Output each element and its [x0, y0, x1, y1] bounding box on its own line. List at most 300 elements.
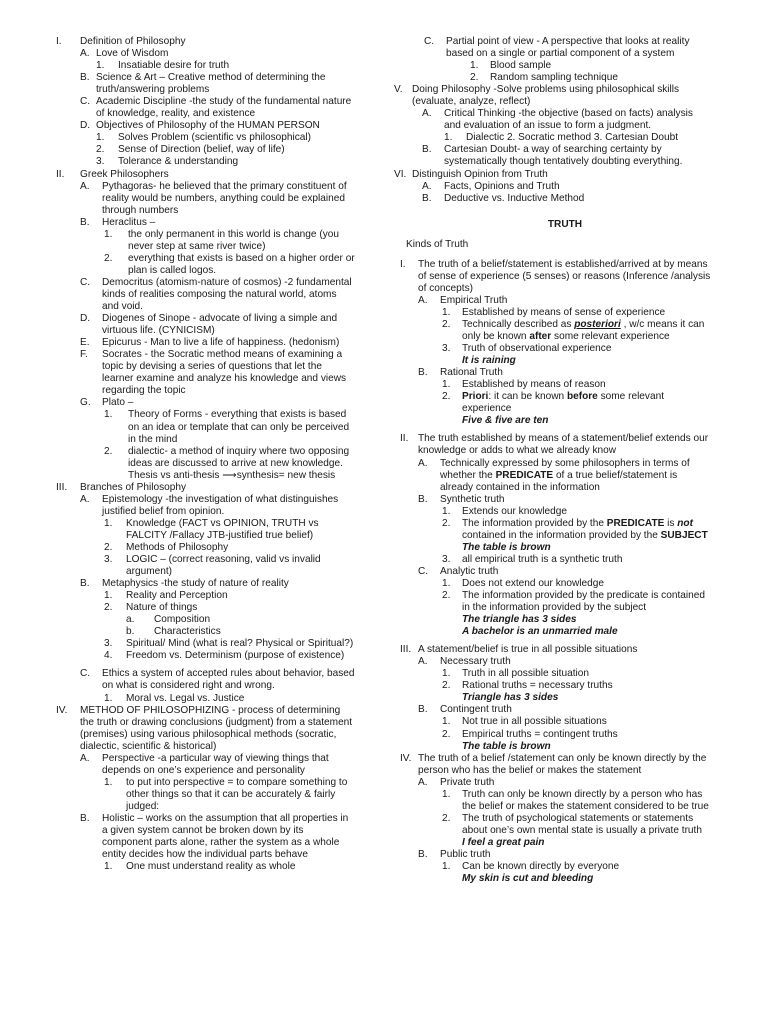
outline-text: Analytic truth [440, 565, 499, 577]
outline-marker: B. [80, 813, 90, 824]
outline-marker: 1. [104, 228, 113, 240]
outline-line [400, 729, 730, 741]
outline-text: Spiritual/ Mind (what is real? Physical or Spiritual?) [126, 638, 354, 650]
outline-text: Triangle has 3 sides [462, 692, 559, 704]
outline-text: Characteristics [154, 626, 221, 638]
outline-line [400, 644, 730, 656]
outline-marker: 2. [470, 72, 479, 84]
outline-line [56, 385, 371, 397]
outline-marker: b. [126, 626, 135, 638]
outline-text: of knowledge, reality, and existence [96, 108, 256, 120]
outline-marker: 3. [442, 343, 451, 355]
outline-line [400, 48, 730, 60]
outline-text: It is raining [462, 355, 516, 367]
outline-text: entity decides how the individual parts behave [102, 849, 308, 861]
outline-line [56, 717, 371, 729]
outline-text: never step at same river twice) [128, 240, 266, 252]
outline-text: Empirical truths = contingent truths [462, 728, 618, 740]
outline-marker: 1. [442, 861, 451, 873]
outline-text: Empirical Truth [440, 294, 508, 306]
outline-text: a given system cannot be broken down by its [102, 825, 304, 837]
outline-text: The information provided by the PREDICATE is not [462, 517, 693, 529]
outline-text: Insatiable desire for truth [118, 60, 230, 72]
outline-line [400, 259, 730, 271]
outline-line [400, 295, 730, 307]
outline-line [400, 602, 730, 614]
outline-marker: 1. [104, 590, 113, 602]
outline-text: Deductive vs. Inductive Method [444, 192, 585, 204]
outline-text: Science & Art – Creative method of determining the [96, 72, 326, 84]
outline-line [56, 813, 371, 825]
outline-marker: 3. [96, 156, 105, 168]
outline-text: regarding the topic [102, 385, 186, 397]
outline-text: the only permanent in this world is change (you [128, 228, 339, 240]
outline-marker: F. [80, 349, 88, 361]
outline-line [400, 716, 730, 728]
outline-line [56, 96, 371, 108]
outline-line [56, 765, 371, 777]
outline-text: reality would be numbers, anything could be explained [102, 192, 345, 204]
outline-line [56, 72, 371, 84]
outline-line [56, 120, 371, 132]
left-column [56, 36, 371, 873]
outline-text: LOGIC – (correct reasoning, valid vs invalid [126, 554, 321, 566]
outline-marker: 2. [96, 144, 105, 156]
example-line [400, 415, 730, 427]
outline-text: about one’s own mental state is usually a private truth [462, 824, 702, 836]
outline-marker: II. [56, 168, 65, 180]
outline-text: Ethics a system of accepted rules about behavior, based [102, 668, 355, 680]
outline-text: truth/answering problems [96, 84, 210, 96]
outline-line [400, 403, 730, 415]
outline-marker: 1. [442, 306, 451, 318]
outline-line [400, 283, 730, 295]
outline-text: Holistic – works on the assumption that all properties in [102, 813, 349, 824]
outline-text: Established by means of reason [462, 379, 606, 391]
outline-text: already contained in the information [440, 481, 600, 493]
outline-line [56, 458, 371, 470]
outline-text: Knowledge (FACT vs OPINION, TRUTH vs [126, 517, 319, 529]
outline-line [56, 650, 371, 662]
example-line [400, 741, 730, 753]
outline-line [400, 343, 730, 355]
outline-line [400, 379, 730, 391]
outline-line [56, 397, 371, 409]
outline-text: Love of Wisdom [96, 48, 169, 60]
outline-line [56, 789, 371, 801]
outline-text: The truth of psychological statements or statements [462, 812, 694, 824]
outline-line [400, 144, 730, 156]
outline-line [56, 518, 371, 530]
outline-text: (evaluate, analyze, reflect) [412, 96, 531, 108]
outline-line [400, 96, 730, 108]
outline-line [56, 422, 371, 434]
outline-line [400, 566, 730, 578]
outline-text: Established by means of sense of experience [462, 306, 666, 318]
outline-text: and evaluation of an issue to form a judgment. [444, 120, 652, 132]
outline-text: in the mind [128, 433, 178, 445]
outline-line [400, 391, 730, 403]
outline-line [400, 849, 730, 861]
outline-line [400, 193, 730, 205]
outline-text: depends on one’s experience and personality [102, 764, 305, 776]
outline-marker: 2. [104, 252, 113, 264]
outline-marker: 2. [442, 318, 451, 330]
outline-marker: 2. [442, 391, 451, 403]
outline-text: Heraclitus – [102, 216, 156, 228]
truth-title: TRUTH [547, 218, 583, 230]
outline-text: only be known after some relevant experience [462, 331, 670, 343]
outline-marker: 1. [442, 716, 451, 728]
outline-text: METHOD OF PHILOSOPHIZING - process of determining [80, 704, 341, 716]
outline-marker: A. [418, 776, 428, 788]
outline-line [56, 253, 371, 265]
outline-text: Metaphysics -the study of nature of reality [102, 578, 289, 590]
outline-marker: IV. [56, 704, 68, 716]
outline-text: Rational truths = necessary truths [462, 680, 613, 692]
outline-marker: 1. [104, 861, 113, 873]
outline-line [56, 84, 371, 96]
outline-text: Necessary truth [440, 656, 511, 668]
example-line [400, 614, 730, 626]
outline-text: Private truth [440, 776, 495, 788]
outline-text: dialectic, scientific & historical) [80, 740, 217, 752]
outline-line [56, 48, 371, 60]
outline-marker: 1. [444, 132, 453, 144]
outline-line [400, 60, 730, 72]
outline-line [56, 482, 371, 494]
outline-text: Priori: it can be known before some relevant [462, 391, 664, 403]
outline-line [56, 361, 371, 373]
outline-text: learner examine and analyze his knowledge and views [102, 373, 347, 385]
outline-line [400, 801, 730, 813]
outline-line [56, 801, 371, 813]
outline-marker: 2. [104, 445, 113, 457]
outline-line [400, 319, 730, 331]
outline-line [56, 144, 371, 156]
outline-text: Branches of Philosophy [80, 481, 187, 493]
outline-marker: 2. [104, 541, 113, 553]
outline-line [56, 638, 371, 650]
outline-text: component parts alone, rather the system as a whole [102, 837, 340, 849]
outline-marker: V. [394, 84, 403, 96]
outline-marker: C. [424, 36, 435, 47]
outline-line [56, 542, 371, 554]
outline-line [56, 169, 371, 181]
outline-text: based on a single or partial component of a system [446, 48, 675, 60]
outline-line [400, 680, 730, 692]
outline-text: Nature of things [126, 602, 198, 614]
outline-line [400, 861, 730, 873]
outline-text: on an idea or template that can only be perceived [128, 421, 350, 433]
outline-line [400, 518, 730, 530]
outline-line [56, 626, 371, 638]
outline-marker: C. [80, 668, 91, 680]
outline-text: Pythagoras- he believed that the primary constituent of [102, 180, 347, 192]
outline-line [400, 108, 730, 120]
outline-text: Random sampling technique [490, 72, 618, 84]
outline-text: of sense of experience (5 senses) or reasons (Inference /analysis [418, 270, 711, 282]
outline-text: plan is called logos. [128, 264, 217, 276]
outline-text: Dialectic 2. Socratic method 3. Cartesian Doubt [466, 132, 679, 144]
truth-outline [400, 259, 730, 885]
outline-line [56, 325, 371, 337]
outline-text: Can be known directly by everyone [462, 861, 620, 873]
outline-text: through numbers [102, 204, 179, 216]
outline-text: Does not extend our knowledge [462, 577, 604, 589]
outline-marker: E. [80, 337, 90, 349]
outline-text: Sense of Direction (belief, way of life) [118, 144, 285, 156]
outline-line [400, 530, 730, 542]
outline-text: FALCITY /Fallacy JTB-justified true belief) [126, 529, 314, 541]
outline-line [400, 554, 730, 566]
outline-text: Partial point of view - A perspective that looks at reality [446, 36, 690, 47]
outline-text: Truth of observational experience [462, 343, 612, 355]
outline-text: systematically though tentatively doubting everything. [444, 156, 683, 168]
outline-text: knowledge or adds to what we already know [418, 445, 617, 457]
outline-marker: II. [400, 433, 409, 445]
outline-text: Extends our knowledge [462, 505, 567, 517]
outline-text: whether the PREDICATE of a true belief/statement is [440, 469, 678, 481]
outline-text: Greek Philosophers [80, 168, 169, 180]
outline-line [56, 36, 371, 48]
outline-text: Truth can only be known directly by a person who has [462, 788, 703, 800]
outline-line [400, 668, 730, 680]
outline-line [400, 825, 730, 837]
outline-text: The information provided by the predicate is contained [462, 590, 705, 602]
outline-line [56, 578, 371, 590]
outline-marker: A. [80, 493, 90, 505]
outline-line [56, 241, 371, 253]
outline-text: Socrates - the Socratic method means of examining a [102, 349, 343, 361]
outline-text: kinds of realities composing the natural world, atoms [102, 288, 337, 300]
outline-marker: 2. [104, 602, 113, 614]
outline-line [56, 289, 371, 301]
outline-text: argument) [126, 566, 173, 578]
outline-line [56, 301, 371, 313]
outline-marker: 1. [442, 379, 451, 391]
outline-text: The truth of a belief /statement can only be known directly by the [418, 752, 707, 764]
outline-text: in the information provided by the subject [462, 602, 647, 614]
outline-text: The table is brown [462, 541, 551, 553]
outline-line [56, 741, 371, 753]
outline-text: Cartesian Doubt- a way of searching certainty by [444, 144, 662, 156]
outline-line [400, 470, 730, 482]
outline-marker: 1. [442, 788, 451, 800]
outline-line [56, 554, 371, 566]
outline-line [400, 578, 730, 590]
outline-marker: 2. [442, 812, 451, 824]
outline-marker: 1. [96, 132, 105, 144]
outline-marker: I. [56, 36, 62, 47]
example-line [400, 873, 730, 885]
outline-text: justified belief from opinion. [102, 505, 225, 517]
outline-line [400, 72, 730, 84]
outline-marker: 1. [442, 668, 451, 680]
outline-line [56, 693, 371, 705]
outline-line [56, 506, 371, 518]
outline-line [56, 837, 371, 849]
outline-text: Freedom vs. Determinism (purpose of existence) [126, 650, 345, 662]
right-column [394, 36, 730, 885]
outline-marker: D. [80, 120, 91, 132]
outline-text: all empirical truth is a synthetic truth [462, 553, 623, 565]
outline-text: Academic Discipline -the study of the fundamental nature [96, 96, 352, 108]
outline-marker: IV. [400, 752, 412, 764]
outline-line [400, 445, 730, 457]
outline-line [400, 777, 730, 789]
outline-line [56, 494, 371, 506]
outline-line [400, 494, 730, 506]
outline-text: Democritus (atomism-nature of cosmos) -2 fundamental [102, 276, 352, 288]
outline-text: Distinguish Opinion from Truth [412, 168, 548, 180]
outline-line [400, 156, 730, 168]
outline-marker: A. [418, 294, 428, 306]
outline-marker: 3. [104, 638, 113, 650]
outline-text: The table is brown [462, 740, 551, 752]
example-line [400, 692, 730, 704]
outline-marker: A. [422, 108, 432, 120]
outline-marker: 1. [442, 577, 451, 589]
outline-line [400, 433, 730, 445]
outline-line [56, 265, 371, 277]
outline-marker: I. [400, 258, 406, 270]
outline-line [56, 705, 371, 717]
outline-text: I feel a great pain [462, 836, 545, 848]
outline-line [56, 205, 371, 217]
outline-text: the belief or makes the statement considered to be true [462, 800, 709, 812]
outline-text: judged: [126, 800, 160, 812]
outline-line [400, 458, 730, 470]
outline-line [56, 181, 371, 193]
outline-marker: B. [418, 367, 428, 379]
outline-line [400, 307, 730, 319]
outline-text: Thesis vs anti-thesis ⟶synthesis= new thesis [128, 469, 336, 481]
outline-text: of concepts) [418, 282, 473, 294]
outline-text: Doing Philosophy -Solve problems using philosophical skills [412, 84, 680, 96]
outline-line [400, 36, 730, 48]
outline-marker: A. [80, 752, 90, 764]
outline-text: Not true in all possible situations [462, 716, 607, 728]
outline-text: Composition [154, 614, 211, 626]
outline-marker: C. [418, 565, 429, 577]
outline-text: Reality and Perception [126, 590, 228, 602]
outline-marker: III. [400, 644, 412, 656]
outline-marker: B. [80, 578, 90, 590]
outline-marker: a. [126, 614, 135, 626]
outline-marker: 1. [104, 692, 113, 704]
outline-text: the truth or drawing conclusions (judgment) from a statement [80, 716, 353, 728]
outline-line [394, 168, 730, 181]
outline-line [56, 753, 371, 765]
outline-marker: 1. [104, 517, 113, 529]
outline-text: dialectic- a method of inquiry where two opposing [128, 445, 350, 457]
right-column-outline [394, 36, 730, 205]
outline-text: Moral vs. Legal vs. Justice [126, 692, 245, 704]
outline-line [56, 108, 371, 120]
outline-text: (premises) using various philosophical methods (socratic, [80, 728, 337, 740]
outline-line [400, 120, 730, 132]
outline-text: ideas are discussed to arrive at new knowledge. [128, 457, 343, 469]
outline-line [400, 656, 730, 668]
outline-text: Blood sample [490, 60, 552, 72]
outline-marker: D. [80, 313, 91, 325]
outline-marker: 3. [442, 553, 451, 565]
outline-line [56, 60, 371, 72]
outline-marker: C. [80, 276, 91, 288]
outline-text: Epistemology -the investigation of what distinguishes [102, 493, 339, 505]
outline-line [56, 825, 371, 837]
outline-text: Plato – [102, 397, 134, 409]
outline-text: Theory of Forms - everything that exists is based [128, 409, 347, 421]
outline-text: other things so that it can be accurately & fairly [126, 788, 336, 800]
outline-text: person who has the belief or makes the statement [418, 764, 642, 776]
outline-line [56, 373, 371, 385]
truth-subtitle: Kinds of Truth [406, 238, 469, 250]
outline-marker: C. [80, 96, 91, 108]
outline-text: Technically described as posteriori , w/c means it can [462, 318, 705, 330]
outline-text: and void. [102, 301, 143, 313]
outline-text: experience [462, 403, 512, 415]
outline-text: The truth of a belief/statement is established/arrived at by means [418, 258, 708, 270]
outline-line [400, 331, 730, 343]
outline-line [400, 704, 730, 716]
outline-line [400, 753, 730, 765]
outline-line [400, 367, 730, 379]
outline-line [394, 84, 730, 96]
outline-marker: VI. [394, 168, 407, 180]
outline-text: topic by devising a series of questions that let the [102, 361, 322, 373]
outline-text: The truth established by means of a statement/belief extends our [418, 433, 709, 445]
outline-marker: 2. [442, 590, 451, 602]
outline-text: Critical Thinking -the objective (based on facts) analysis [444, 108, 693, 120]
outline-text: contained in the information provided by the SUBJECT [462, 529, 708, 541]
outline-marker: A. [418, 457, 428, 469]
outline-marker: 1. [96, 60, 105, 72]
outline-text: Contingent truth [440, 704, 512, 716]
outline-line [56, 349, 371, 361]
outline-marker: A. [80, 180, 90, 192]
outline-line [56, 132, 371, 144]
outline-text: to put into perspective = to compare something to [126, 776, 348, 788]
outline-line [56, 668, 371, 680]
outline-marker: 2. [442, 517, 451, 529]
outline-text: Definition of Philosophy [80, 36, 186, 47]
outline-marker: A. [80, 48, 90, 60]
outline-text: My skin is cut and bleeding [462, 873, 594, 885]
outline-line [56, 229, 371, 241]
outline-line [400, 132, 730, 144]
outline-marker: 4. [104, 650, 113, 662]
outline-line [400, 590, 730, 602]
outline-marker: 2. [442, 680, 451, 692]
outline-line [56, 614, 371, 626]
outline-line [56, 602, 371, 614]
outline-marker: B. [422, 192, 432, 204]
outline-marker: 2. [442, 728, 451, 740]
outline-text: virtuous life. (CYNICISM) [102, 325, 215, 337]
outline-line [400, 813, 730, 825]
outline-text: A bachelor is an unmarried male [462, 626, 618, 638]
outline-text: Five & five are ten [462, 415, 549, 427]
outline-marker: A. [418, 656, 428, 668]
outline-line [56, 446, 371, 458]
outline-line [400, 271, 730, 283]
outline-text: on what is considered right and wrong. [102, 680, 275, 692]
outline-marker: 1. [104, 776, 113, 788]
outline-line [56, 590, 371, 602]
outline-text: Diogenes of Sinope - advocate of living a simple and [102, 313, 338, 325]
